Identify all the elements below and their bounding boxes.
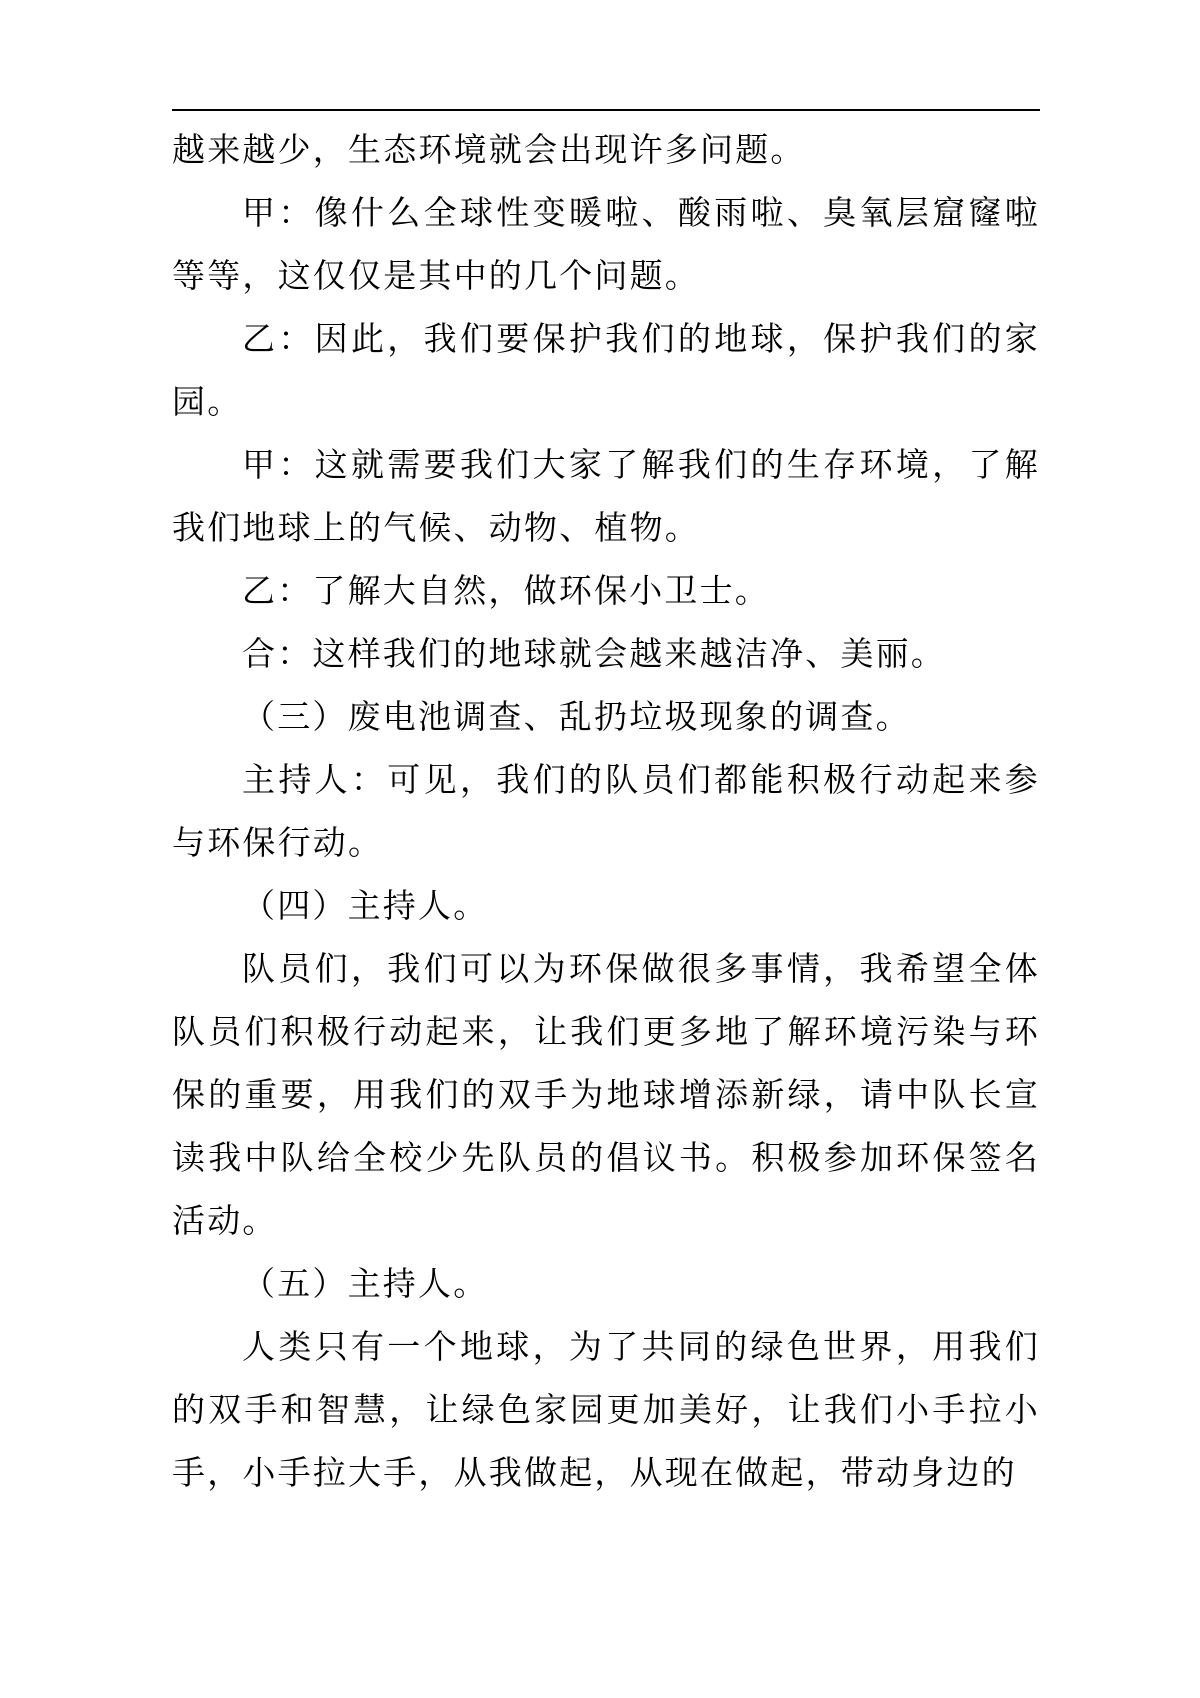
paragraph: 越来越少，生态环境就会出现许多问题。 (172, 130, 806, 169)
paragraph: 乙：因此，我们要保护我们的地球，保护我们的家园。 (172, 319, 1040, 421)
paragraph: 队员们，我们可以为环保做很多事情，我希望全体队员们积极行动起来，让我们更多地了解环境污染与环保的重要，用我们的双手为地球增添新绿，请中队长宣读我中队给全校少先队员的倡议书。积极参加环保签名活动。 (172, 949, 1040, 1240)
header-rule (172, 109, 1040, 111)
paragraph: 主持人：可见，我们的队员们都能积极行动起来参与环保行动。 (172, 760, 1040, 862)
paragraph: 甲：这就需要我们大家了解我们的生存环境，了解我们地球上的气候、动物、植物。 (172, 445, 1040, 547)
document-body (172, 118, 1040, 1504)
paragraph: 人类只有一个地球，为了共同的绿色世界，用我们的双手和智慧，让绿色家园更加美好，让我们小手拉小手，小手拉大手，从我做起，从现在做起，带动身边的 (172, 1327, 1040, 1492)
paragraph: 甲：像什么全球性变暖啦、酸雨啦、臭氧层窟窿啦等等，这仅仅是其中的几个问题。 (172, 193, 1040, 295)
paragraph: 合：这样我们的地球就会越来越洁净、美丽。 (242, 634, 946, 673)
section-heading: （三）废电池调查、乱扔垃圾现象的调查。 (242, 697, 911, 736)
section-heading: （四）主持人。 (242, 886, 489, 925)
section-heading: （五）主持人。 (242, 1264, 489, 1303)
paragraph: 乙：了解大自然，做环保小卫士。 (242, 571, 770, 610)
